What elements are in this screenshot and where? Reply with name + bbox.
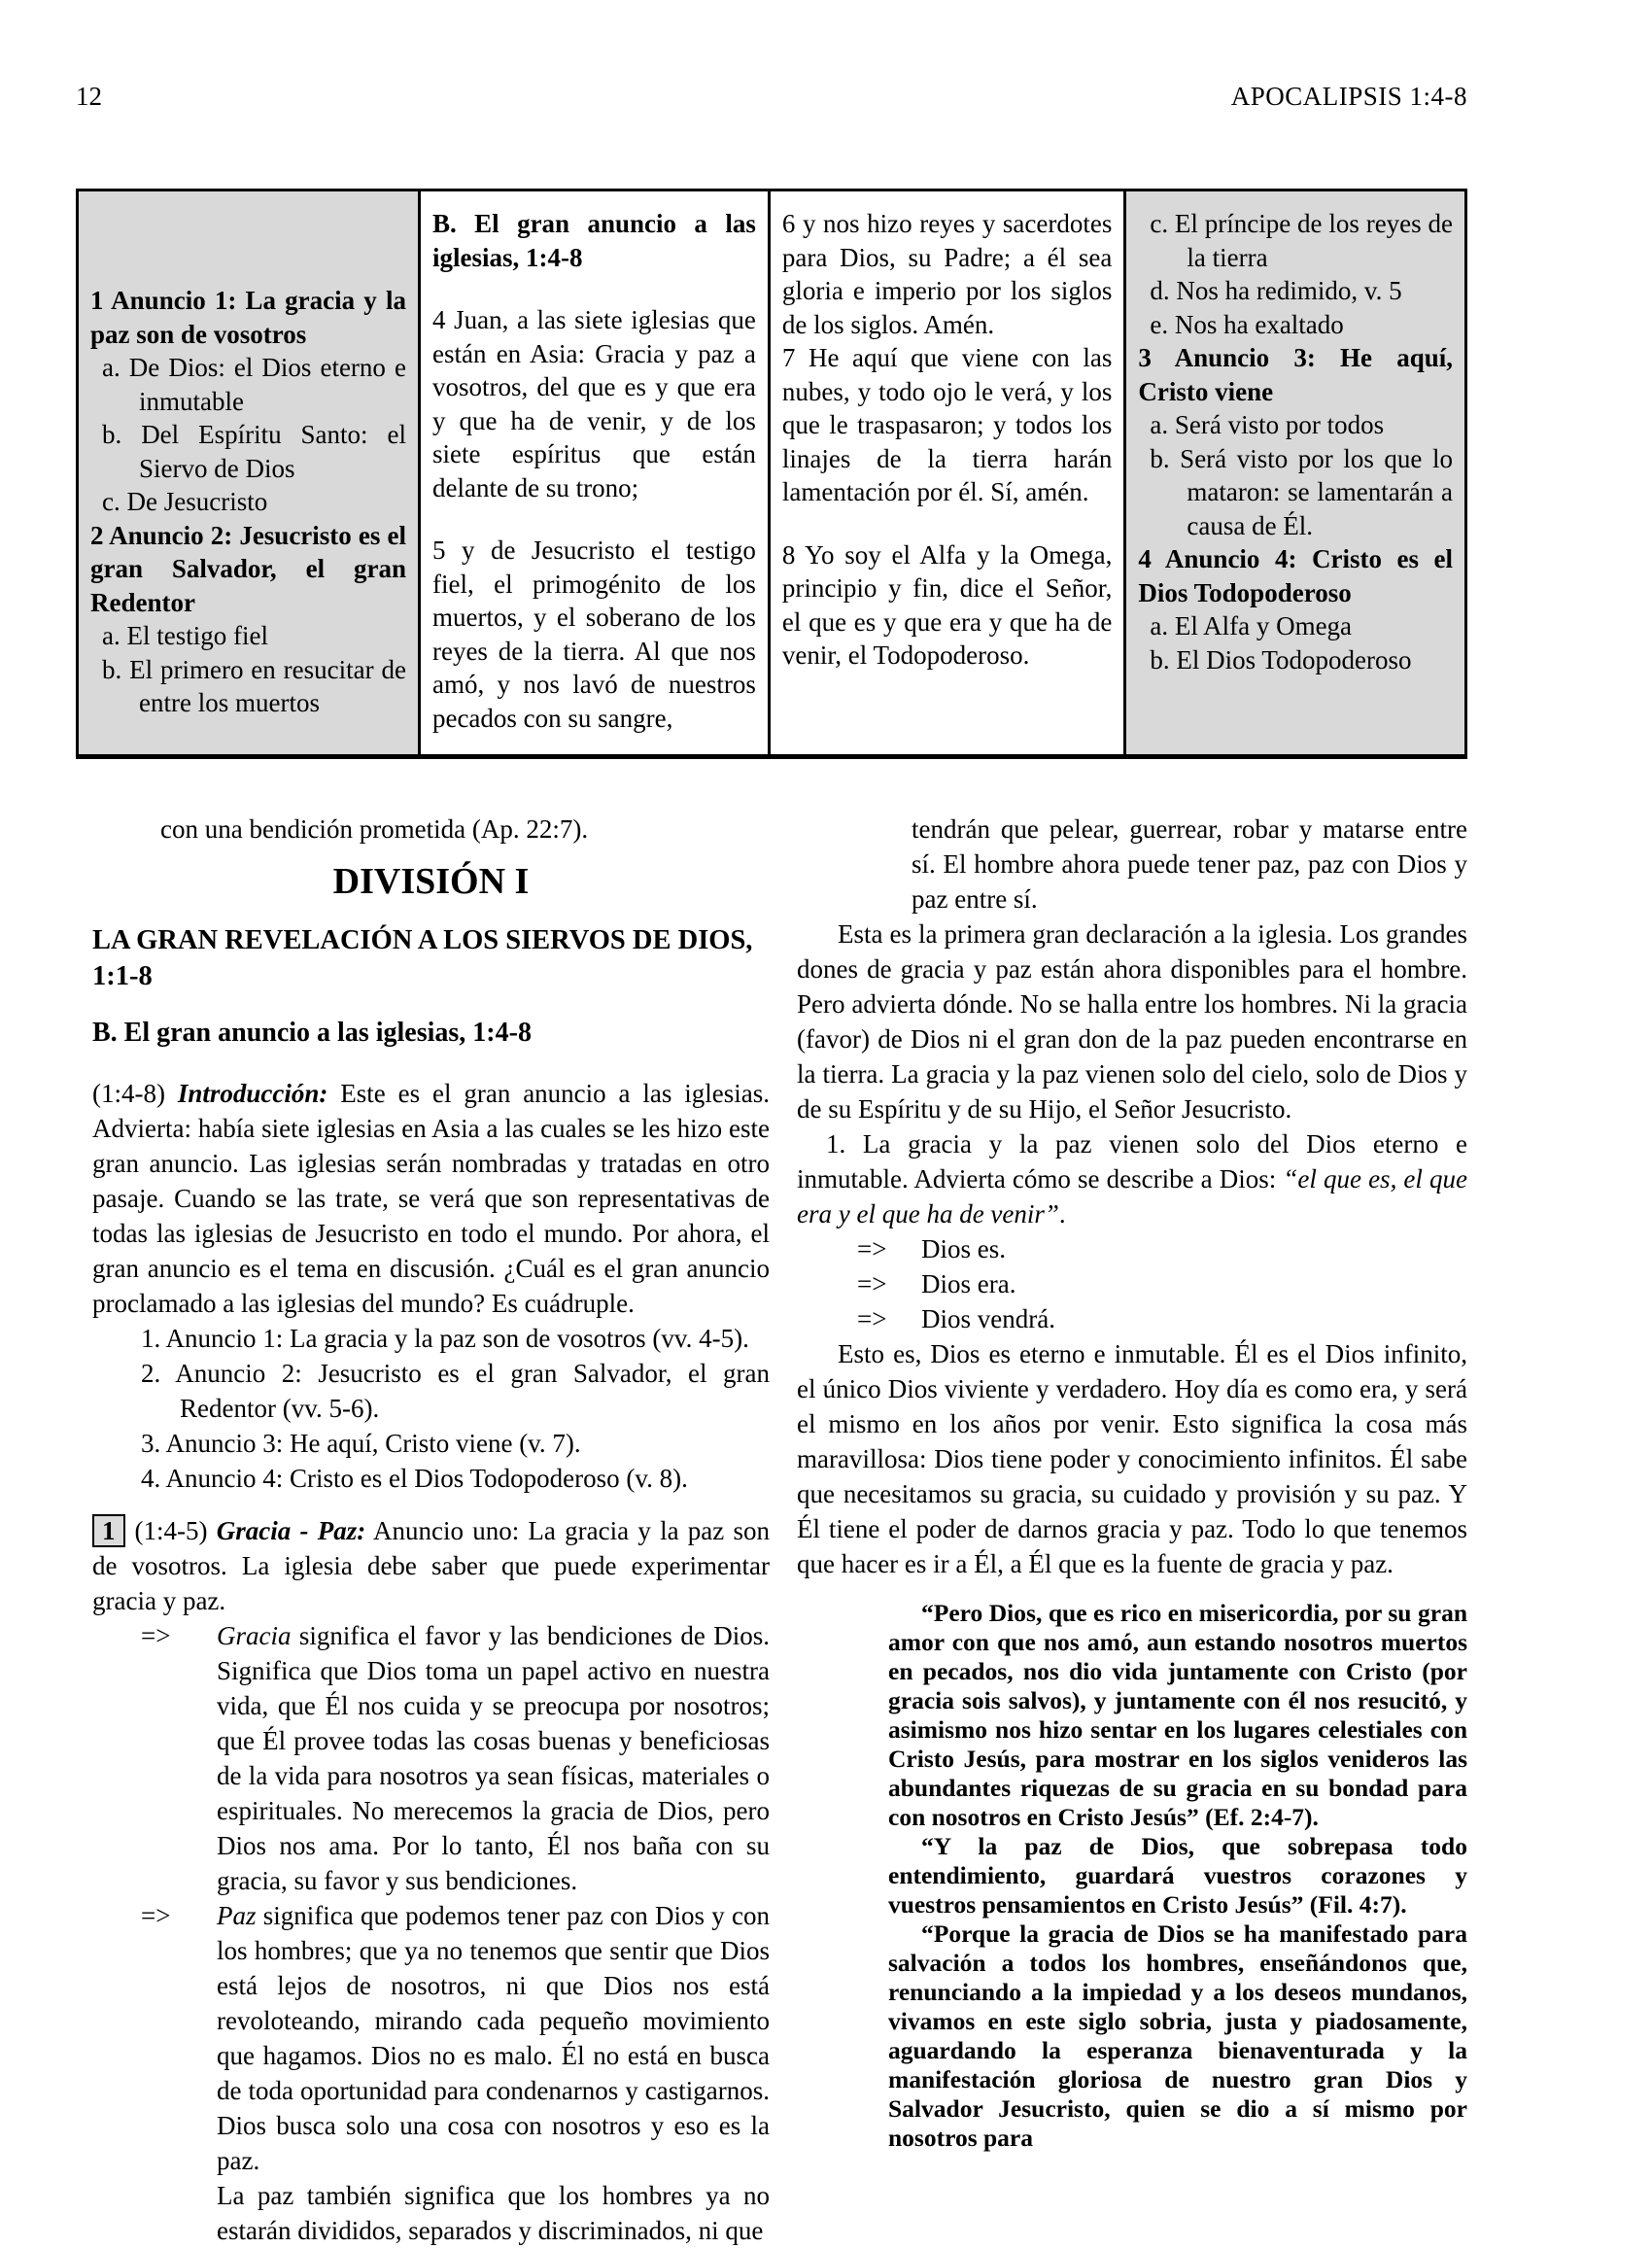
outline-item: a. El testigo fiel	[102, 621, 268, 650]
verse-8: 8 Yo soy el Alfa y la Omega, principio y fin, dice el Señor, el que es y que era y que ha de venir, el Todopoderoso.	[781, 539, 1113, 670]
scripture-quote: “Porque la gracia de Dios se ha manifestado para salvación a todos los hombres, enseñándonos que, renunciando a la impiedad y a los deseos mundanos, vivamos en este siglo sobria, justa y piadosamente, aguardando la esperanza bienaventurada y la manifestación gloriosa de nuestro gran Dios y Salvador Jesucristo, quien se dio a sí mismo por nosotros para	[888, 1919, 1467, 2152]
outline-heading: 1 Anuncio 1: La gracia y la paz son de vosotros	[90, 286, 406, 349]
outline-item: a. El Alfa y Omega	[1150, 611, 1353, 640]
intro-lead: Introducción:	[177, 1079, 328, 1108]
outline-item: a. De Dios: el Dios eterno e inmutable	[102, 353, 406, 416]
outline-item: a. Será visto por todos	[1150, 410, 1385, 439]
arrow-marker: =>	[141, 1621, 171, 1650]
running-header	[76, 82, 1467, 111]
scripture-quote: “Pero Dios, que es rico en misericordia, por su gran amor con que nos amó, aun estando nosotros muertos en pecados, nos dio vida juntamente con Cristo (por gracia sois salvos), y juntamente con él nos resucitó, y asimismo nos hizo sentar en los lugares celestiales con Cristo Jesús, para mostrar en los siglos venideros las abundantes riquezas de su gracia en su bondad para con nosotros en Cristo Jesús” (Ef. 2:4-7).	[888, 1599, 1467, 1831]
point-1-paragraph	[92, 1513, 770, 1618]
page-number: 12	[76, 82, 102, 111]
point-number-box: 1	[92, 1514, 125, 1547]
verse-ref: (1:4-5)	[134, 1516, 208, 1545]
arrow-lead: Paz	[217, 1901, 257, 1930]
outline-item: b. Del Espíritu Santo: el Siervo de Dios	[102, 420, 406, 483]
verse-4: 4 Juan, a las siete iglesias que están en Asia: Gracia y paz a vosotros, del que es y que era y que ha de venir, y de los siete espíritus que están delante de su trono;	[431, 305, 756, 502]
column-continuation: tendrán que pelear, guerrear, robar y matarse entre sí. El hombre ahora puede tener paz, paz con Dios y paz entre sí.	[912, 814, 1467, 914]
arrow-item: => Dios era.	[797, 1266, 1467, 1301]
arrow-item: => Dios vendrá.	[797, 1301, 1467, 1336]
outline-col-right	[1123, 191, 1464, 754]
scripture-col-2	[768, 191, 1124, 754]
outline-item: c. De Jesucristo	[102, 487, 268, 516]
body-column-left	[92, 812, 770, 2248]
arrow-text: Paz significa que podemos tener paz con Dios y con los hombres; que ya no tenemos que sentir que Dios está lejos de nosotros, ni que Dios nos está revoloteando, mirando cada pequeño movimiento que hagamos. Dios no es malo. Él no está en busca de toda oportunidad para condenarnos y castigarnos. Dios busca solo una cosa con nosotros y eso es la paz.	[217, 1901, 771, 2175]
commentary-body	[76, 812, 1467, 2248]
arrow-item-gracia	[92, 1618, 770, 1898]
body-column-right	[797, 812, 1467, 2248]
verse-7: 7 He aquí que viene con las nubes, y todo ojo le verá, y los que le traspasaron; y todos los linajes de la tierra harán lamentación por él. Sí, amén.	[781, 343, 1113, 506]
paz-continuation: La paz también significa que los hombres ya no estarán divididos, separados y discriminados, ni que	[217, 2181, 770, 2245]
paragraph: Esta es la primera gran declaración a la iglesia. Los grandes dones de gracia y paz están ahora disponibles para el hombre. Pero advierta dónde. No se halla entre los hombres. Ni la gracia (favor) de Dios ni el gran don de la paz pueden encontrarse en la tierra. La gracia y la paz vienen solo del cielo, solo de Dios y de su Espíritu y de su Hijo, el Señor Jesucristo.	[797, 919, 1467, 1124]
point-text: Anuncio uno: La gracia y la paz son de vosotros. La iglesia debe saber que puede experimentar gracia y paz.	[92, 1516, 771, 1615]
paragraph: Esto es, Dios es eterno e inmutable. Él es el Dios infinito, el único Dios viviente y verdadero. Hoy día es como era, y será el mismo en los años por venir. Esto significa la cosa más maravillosa: Dios tiene poder y conocimiento infinitos. Él sabe que necesitamos su gracia, su cuidado y provisión y su paz. Y Él tiene el poder de darnos gracia y paz. Todo lo que tenemos que hacer es ir a Él, a Él que es la fuente de gracia y paz.	[797, 1339, 1467, 1578]
outline-item: c. El príncipe de los reyes de la tierra	[1150, 209, 1453, 272]
scripture-heading: B. El gran anuncio a las iglesias, 1:4-8	[431, 209, 756, 272]
scripture-quotes-block	[888, 1599, 1467, 2153]
arrow-marker: =>	[857, 1304, 887, 1333]
running-head-title: APOCALIPSIS 1:4-8	[1230, 82, 1467, 111]
outline-item: b. Será visto por los que lo mataron: se lamentarán a causa de Él.	[1150, 443, 1453, 540]
arrow-lead: Gracia	[217, 1621, 292, 1650]
scripture-col-1	[418, 191, 768, 754]
division-title: DIVISIÓN I	[332, 861, 530, 902]
list-item: 3. Anuncio 3: He aquí, Cristo viene (v. 7).	[141, 1429, 581, 1458]
list-item: 4. Anuncio 4: Cristo es el Dios Todopoderoso (v. 8).	[141, 1464, 688, 1493]
outline-col-left	[79, 191, 418, 754]
outline-item: e. Nos ha exaltado	[1150, 309, 1344, 339]
arrow-item: => Dios es.	[797, 1231, 1467, 1266]
division-heading: LA GRAN REVELACIÓN A LOS SIERVOS DE DIOS, 1:1-8	[92, 925, 753, 991]
scripture-phrase: “el que es, el que era y el que ha de venir”	[797, 1164, 1467, 1228]
verse-5: 5 y de Jesucristo el testigo fiel, el primogénito de los muertos, y el soberano de los reyes de la tierra. Al que nos amó, y nos lavó de nuestros pecados con su sangre,	[431, 536, 756, 733]
outline-heading: 2 Anuncio 2: Jesucristo es el gran Salvador, el gran Redentor	[90, 520, 406, 617]
section-heading: B. El gran anuncio a las iglesias, 1:4-8	[92, 1018, 532, 1048]
outline-item: b. El Dios Todopoderoso	[1150, 644, 1412, 674]
arrow-text: Gracia significa el favor y las bendiciones de Dios. Significa que Dios toma un papel activo en nuestra vida, que Él nos cuida y se preocupa por nosotros; que Él provee todas las cosas buenas y beneficiosas de la vida para nosotros ya sean físicas, materiales o espirituales. No merecemos la gracia de Dios, pero Dios nos ama. Por lo tanto, Él nos baña con su gracia, su favor y sus bendiciones.	[217, 1621, 770, 1895]
verse-ref: (1:4-8)	[92, 1079, 165, 1108]
point-lead: Gracia - Paz:	[216, 1516, 366, 1545]
list-item: 2. Anuncio 2: Jesucristo es el gran Salvador, el gran Redentor (vv. 5-6).	[141, 1359, 770, 1423]
outline-item: b. El primero en resucitar de entre los muertos	[102, 654, 406, 717]
continuation-line: con una bendición prometida (Ap. 22:7).	[160, 814, 589, 844]
list-item: 1. Anuncio 1: La gracia y la paz son de vosotros (vv. 4-5).	[141, 1324, 749, 1353]
verse-6: 6 y nos hizo reyes y sacerdotes para Dios, su Padre; a él sea gloria e imperio por los siglos de los siglos. Amén.	[781, 209, 1113, 339]
outline-item: d. Nos ha redimido, v. 5	[1150, 276, 1402, 305]
announcement-list	[92, 1321, 770, 1496]
arrow-marker: =>	[857, 1234, 887, 1263]
paragraph: 1. La gracia y la paz vienen solo del Dios eterno e inmutable. Advierta cómo se describe a Dios: “el que es, el que era y el que ha de venir”.	[797, 1129, 1467, 1228]
arrow-marker: =>	[857, 1269, 887, 1298]
arrow-marker: =>	[141, 1901, 171, 1930]
scripture-quote: “Y la paz de Dios, que sobrepasa todo entendimiento, guardará vuestros corazones y vuestros pensamientos en Cristo Jesús” (Fil. 4:7).	[888, 1832, 1467, 1919]
page	[76, 0, 1467, 2248]
outline-heading: 3 Anuncio 3: He aquí, Cristo viene	[1138, 343, 1453, 406]
arrow-item-paz	[92, 1898, 770, 2248]
outline-heading: 4 Anuncio 4: Cristo es el Dios Todopoderoso	[1138, 544, 1453, 607]
outline-table	[76, 189, 1467, 759]
intro-text: Este es el gran anuncio a las iglesias. Advierta: había siete iglesias en Asia a las cuales se les hizo este gran anuncio. Las iglesias serán nombradas y tratadas en otro pasaje. Cuando se las trate, se verá que son representativas de todas las iglesias de Jesucristo en todo el mundo. Por ahora, el gran anuncio es el tema en discusión. ¿Cuál es el gran anuncio proclamado a las iglesias del mundo? Es cuádruple.	[92, 1079, 770, 1318]
intro-paragraph	[92, 1076, 770, 1321]
